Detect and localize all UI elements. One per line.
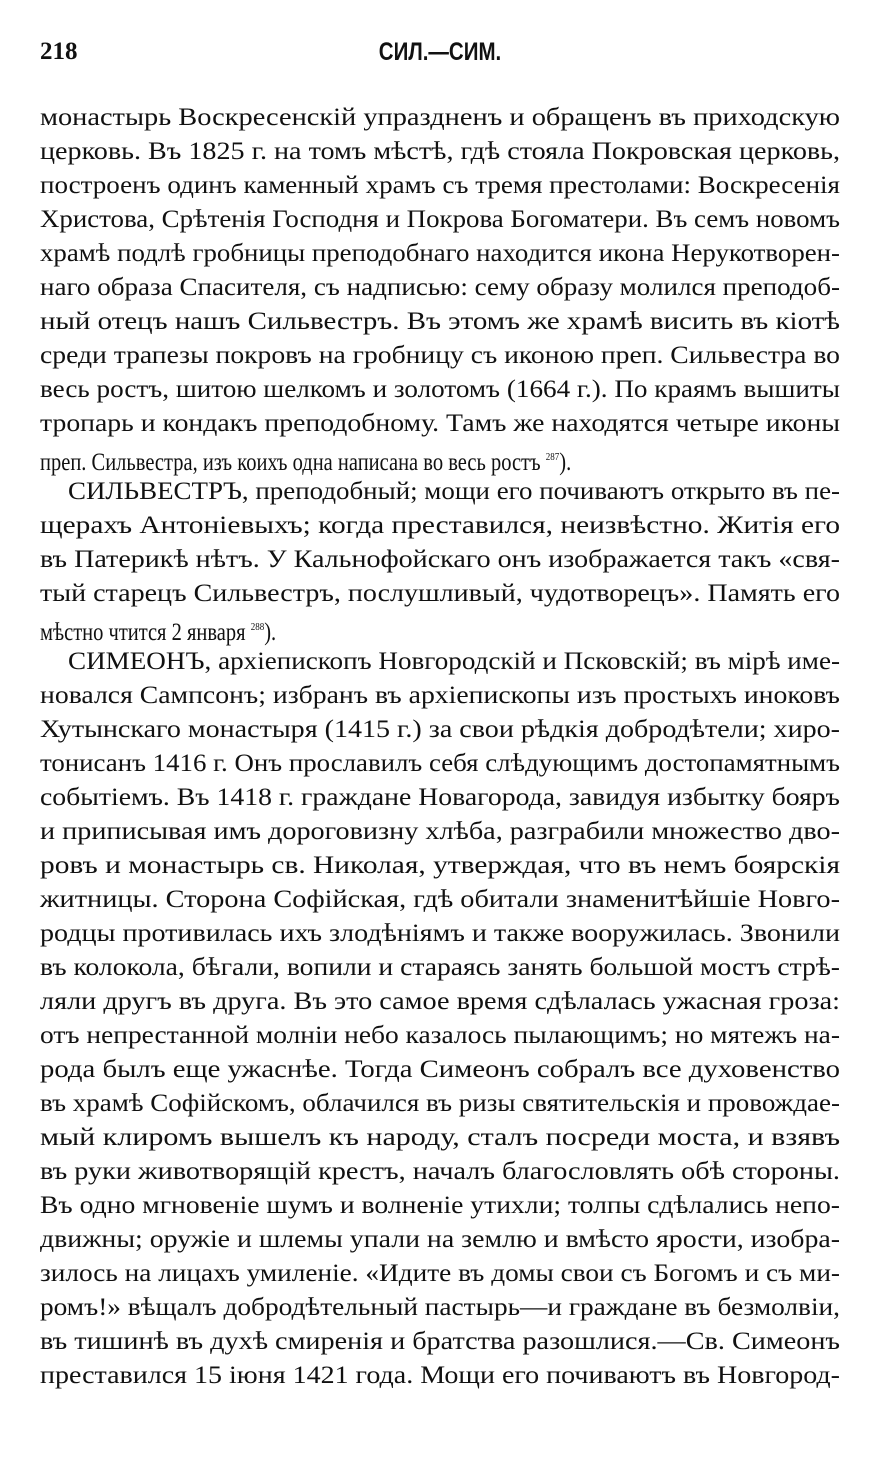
line-text: храмѣ подлѣ гробницы преподобнаго находится икона Нерукотворен- <box>40 240 840 268</box>
text-line <box>40 510 840 542</box>
text-line <box>40 306 840 338</box>
text-line <box>40 544 840 576</box>
text-line <box>40 612 328 647</box>
text-line <box>40 1326 840 1358</box>
footnote-ref: 287 <box>545 451 560 464</box>
line-text: Хутынскаго монастыря (1415 г.) за свои рѣдкія добродѣтели; хиро- <box>40 716 841 744</box>
line-text: ровъ и монастырь св. Николая, утверждая, что въ немъ боярскія <box>40 852 840 880</box>
line-text: мый клиромъ вышелъ къ народу, сталъ посреди моста, и взявъ <box>40 1124 840 1152</box>
line-text: новался Сампсонъ; избранъ въ архіепископы изъ простыхъ иноковъ <box>40 682 840 710</box>
text-line <box>40 816 840 848</box>
text-line <box>40 238 840 270</box>
line-text: событіемъ. Въ 1418 г. граждане Новагорода, завидуя избытку бояръ <box>40 784 840 812</box>
line-text: житницы. Сторона Софійская, гдѣ обитали знаменитѣйшіе Новго- <box>40 886 840 914</box>
line-text: въ храмѣ Софійскомъ, облачился въ ризы святительскія и провождае- <box>40 1090 840 1118</box>
text-line <box>40 136 840 168</box>
text-line <box>40 884 840 916</box>
text-line <box>40 1224 841 1256</box>
line-text: въ тишинѣ въ духѣ смиренія и братства разошлися.—Св. Симеонъ <box>40 1328 840 1356</box>
line-text: СИЛЬВЕСТРЪ, преподобный; мощи его почиваютъ открыто въ пе- <box>68 478 840 506</box>
text-line <box>40 1020 840 1052</box>
line-text: Христова, Срѣтенія Господня и Покрова Богоматери. Въ семъ новомъ <box>40 206 841 234</box>
line-text: тропарь и кондакъ преподобному. Тамъ же находятся четыре иконы <box>40 410 840 438</box>
line-text: преставился 15 іюня 1421 года. Мощи его почиваютъ въ Новгород- <box>40 1362 840 1390</box>
line-text: въ Патерикѣ нѣтъ. У Кальнофойскаго онъ изображается такъ «свя- <box>40 546 840 574</box>
text-line <box>40 918 840 950</box>
line-text: построенъ одинъ каменный храмъ съ тремя престолами: Воскресенія <box>40 172 840 199</box>
text-line <box>40 748 840 780</box>
text-line <box>40 952 840 984</box>
line-text: въ колокола, бѣгали, вопили и стараясь занять большой мостъ стрѣ- <box>40 954 840 982</box>
line-text: въ руки животворящій крестъ, началъ благословлять обѣ стороны. <box>40 1158 840 1186</box>
running-title: СИЛ.—СИМ. <box>378 38 502 66</box>
line-text: наго образа Спасителя, съ надписью: сему образу молился преподоб- <box>40 274 841 302</box>
line-text: ный отецъ нашъ Сильвестръ. Въ этомъ же храмѣ висить въ кіотѣ <box>40 308 840 336</box>
text-line <box>40 1360 840 1392</box>
line-text: ляли другъ въ друга. Въ это самое время сдѣлалась ужасная гроза: <box>40 988 840 1016</box>
line-text: рода былъ еще ужаснѣе. Тогда Симеонъ собралъ все духовенство <box>40 1056 840 1084</box>
text-line <box>40 1292 840 1324</box>
text-line <box>40 782 840 814</box>
line-text: церковь. Въ 1825 г. на томъ мѣстѣ, гдѣ стояла Покровская церковь, <box>40 138 840 165</box>
text-line <box>68 646 840 678</box>
line-text: и приписывая имъ дороговизну хлѣба, разграбили множество дво- <box>40 818 840 846</box>
text-line <box>68 476 840 508</box>
text-line <box>40 102 841 134</box>
text-line <box>40 578 841 610</box>
text-line <box>40 442 688 477</box>
line-text: монастырь Воскресенскій упраздненъ и обращенъ въ приходскую <box>40 104 841 131</box>
running-head <box>40 38 840 72</box>
text-line <box>40 340 840 372</box>
line-text: тонисанъ 1416 г. Онъ прославилъ себя слѣдующимъ достопамятнымъ <box>40 750 840 778</box>
line-text: весь ростъ, шитою шелкомъ и золотомъ (1664 г.). По краямъ вышиты <box>40 376 840 404</box>
line-text: СИМЕОНЪ, архіепископъ Новгородскій и Псковскій; въ мірѣ име- <box>68 648 840 676</box>
line-text: отъ непрестанной молніи небо казалось пылающимъ; но мятежъ на- <box>40 1022 840 1050</box>
line-text: щерахъ Антоніевыхъ; когда преставился, неизвѣстно. Житія его <box>40 512 840 540</box>
text-line <box>40 374 840 406</box>
text-line <box>40 850 840 882</box>
text-line <box>40 1190 840 1222</box>
text-line <box>40 408 840 440</box>
footnote-ref: 288 <box>250 621 265 634</box>
text-line <box>40 1156 840 1188</box>
text-line <box>40 170 840 202</box>
line-text: преп. Сильвестра, изъ коихъ одна написана во весь ростъ $^{287}$). <box>40 449 572 477</box>
page-number: 218 <box>40 38 78 65</box>
text-line <box>40 272 841 304</box>
line-text: ромъ!» вѣщалъ добродѣтельный пастырь—и граждане въ безмолвіи, <box>40 1294 840 1322</box>
line-text: родцы противилась ихъ злодѣніямъ и также вооружилась. Звонили <box>40 920 840 948</box>
line-text: среди трапезы покровъ на гробницу съ иконою преп. Сильвестра во <box>40 342 840 370</box>
text-line <box>40 714 841 746</box>
line-text: мѣстно чтится 2 января $^{288}$). <box>40 619 277 647</box>
text-line <box>40 1258 840 1290</box>
text-line <box>40 986 840 1018</box>
line-text: тый старецъ Сильвестръ, послушливый, чудотворецъ». Память его <box>40 580 841 608</box>
line-text: зилось на лицахъ умиленіе. «Идите въ домы свои съ Богомъ и съ ми- <box>40 1260 840 1288</box>
line-text: Въ одно мгновеніе шумъ и волненіе утихли; толпы сдѣлались непо- <box>40 1192 840 1220</box>
line-text: движны; оружіе и шлемы упали на землю и вмѣсто ярости, изобра- <box>40 1226 841 1254</box>
text-line <box>40 1122 840 1154</box>
text-line <box>40 680 840 712</box>
text-line <box>40 204 841 236</box>
text-line <box>40 1088 840 1120</box>
text-line <box>40 1054 840 1086</box>
